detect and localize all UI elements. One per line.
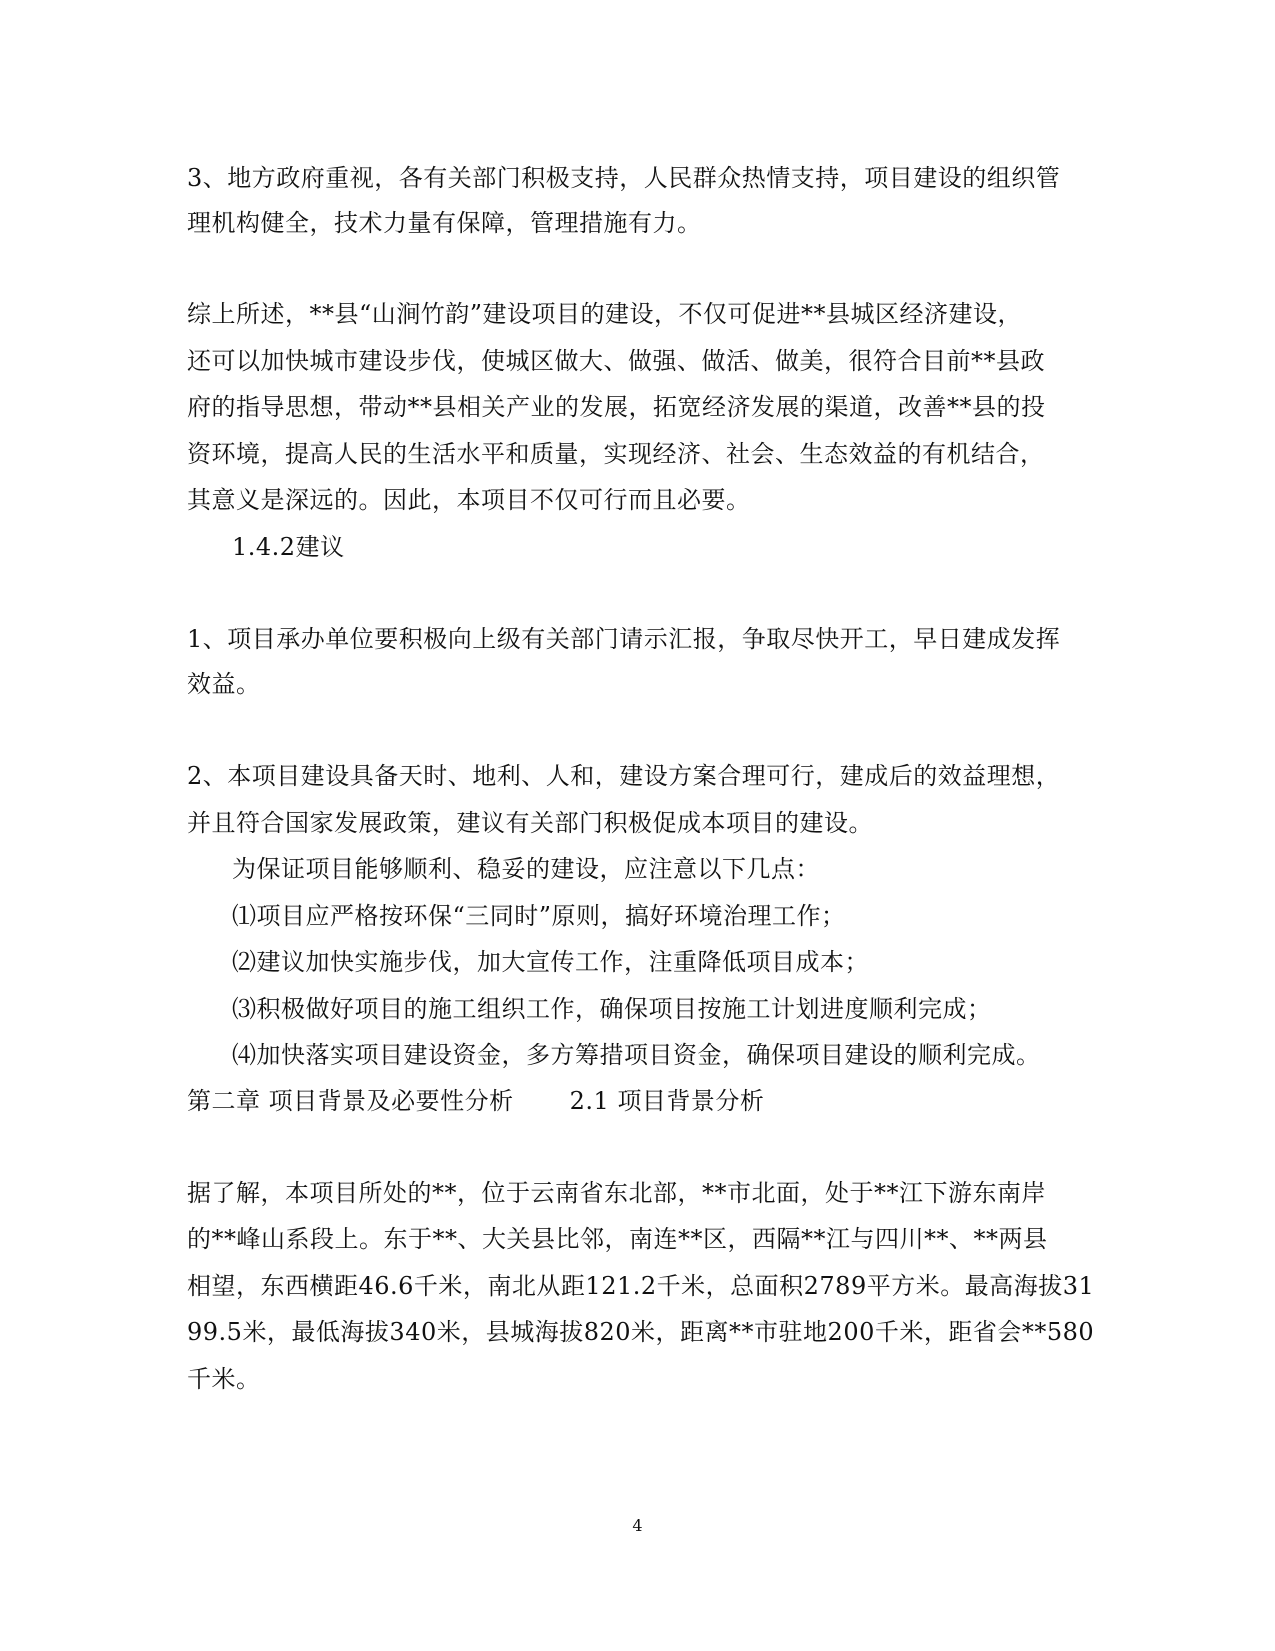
note-item-2: ⑵建议加快实施步伐，加大宣传工作，注重降低项目成本； [232,948,869,976]
suggestion-2-line-2: 并且符合国家发展政策，建议有关部门积极促成本项目的建设。 [187,809,873,837]
suggestion-1-line-1: 1、项目承办单位要积极向上级有关部门请示汇报，争取尽快开工，早日建成发挥 [187,625,1061,653]
section-title-2-1: 2.1 项目背景分析 [569,1087,765,1115]
background-line-5: 千米。 [187,1365,261,1393]
notes-intro: 为保证项目能够顺利、稳妥的建设，应注意以下几点： [232,855,820,883]
suggestion-2-line-1: 2、本项目建设具备天时、地利、人和，建设方案合理可行，建成后的效益理想， [187,762,1061,790]
section-heading-1-4-2: 1.4.2建议 [232,533,345,561]
note-item-1: ⑴项目应严格按环保“三同时”原则，搞好环境治理工作； [232,902,846,930]
page-number: 4 [632,1516,643,1535]
background-line-1: 据了解，本项目所处的**，位于云南省东北部，**市北面，处于**江下游东南岸 [187,1179,1046,1207]
background-line-4: 99.5米，最低海拔340米，县城海拔820米，距离**市驻地200千米，距省会**580 [187,1318,1095,1346]
chapter-heading-row [187,1085,764,1117]
note-item-4: ⑷加快落实项目建设资金，多方筹措项目资金，确保项目建设的顺利完成。 [232,1041,1041,1069]
summary-line-2: 还可以加快城市建设步伐，使城区做大、做强、做活、做美，很符合目前**县政 [187,347,1045,375]
note-item-3: ⑶积极做好项目的施工组织工作，确保项目按施工计划进度顺利完成； [232,995,992,1023]
summary-line-1: 综上所述，**县“山涧竹韵”建设项目的建设，不仅可促进**县城区经济建设， [187,300,1023,328]
suggestion-1-line-2: 效益。 [187,670,261,698]
background-line-2: 的**峰山系段上。东于**、大关县比邻，南连**区，西隔**江与四川**、**两县 [187,1225,1048,1253]
summary-line-3: 府的指导思想，带动**县相关产业的发展，拓宽经济发展的渠道，改善**县的投 [187,393,1046,421]
chapter-title: 第二章 项目背景及必要性分析 [187,1087,514,1115]
background-line-3: 相望，东西横距46.6千米，南北从距121.2千米，总面积2789平方米。最高海拔31 [187,1272,1095,1300]
paragraph-3-line-1: 3、地方政府重视，各有关部门积极支持，人民群众热情支持，项目建设的组织管 [187,164,1061,192]
summary-line-4: 资环境，提高人民的生活水平和质量，实现经济、社会、生态效益的有机结合， [187,440,1045,468]
summary-line-5: 其意义是深远的。因此，本项目不仅可行而且必要。 [187,486,751,514]
paragraph-3-line-2: 理机构健全，技术力量有保障，管理措施有力。 [187,209,702,237]
